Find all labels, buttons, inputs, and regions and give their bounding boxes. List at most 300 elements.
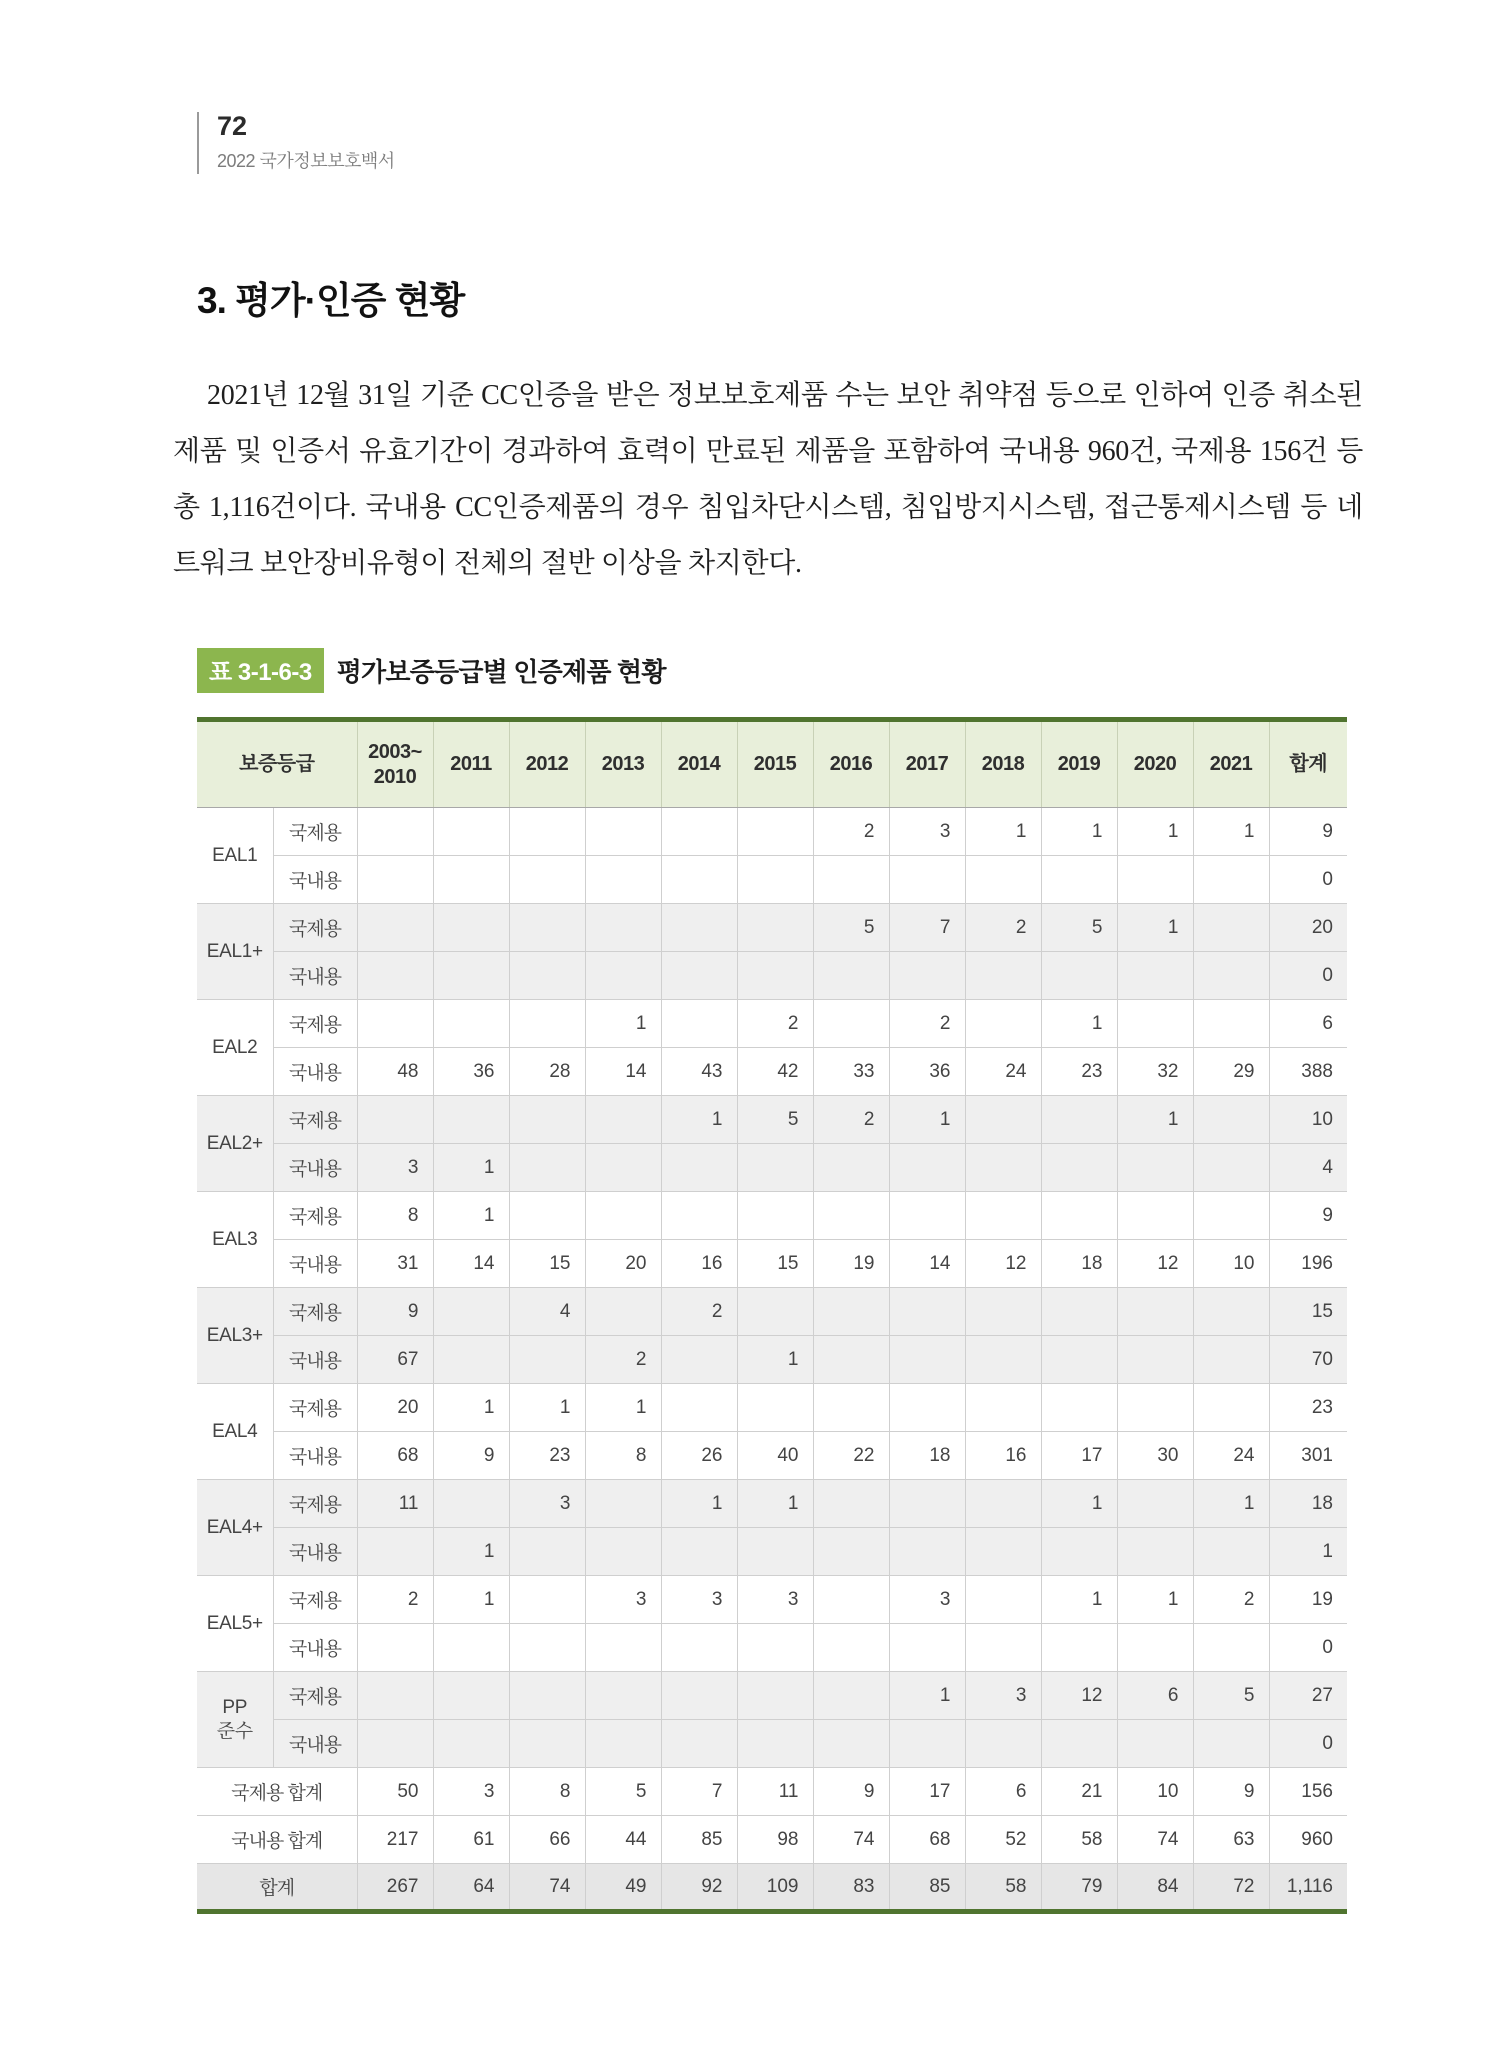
value-cell [737, 952, 813, 1000]
value-cell [585, 1096, 661, 1144]
value-cell: 67 [357, 1336, 433, 1384]
value-cell [889, 1624, 965, 1672]
value-cell [357, 856, 433, 904]
assurance-level-label: EAL4 [197, 1384, 273, 1480]
value-cell: 3 [737, 1576, 813, 1624]
value-cell: 29 [1193, 1048, 1269, 1096]
value-cell [889, 952, 965, 1000]
header-cell: 2018 [965, 720, 1041, 808]
row-total-cell: 27 [1269, 1672, 1347, 1720]
summary-value-cell: 63 [1193, 1816, 1269, 1864]
value-cell [813, 1192, 889, 1240]
value-cell [1117, 952, 1193, 1000]
summary-value-cell: 52 [965, 1816, 1041, 1864]
value-cell [433, 1624, 509, 1672]
header-rule [197, 112, 199, 174]
value-cell: 1 [509, 1384, 585, 1432]
header-cell: 2021 [1193, 720, 1269, 808]
value-cell: 2 [965, 904, 1041, 952]
value-cell [585, 1624, 661, 1672]
value-cell [661, 1000, 737, 1048]
summary-value-cell: 7 [661, 1768, 737, 1816]
summary-total-cell: 1,116 [1269, 1864, 1347, 1912]
row-total-cell: 4 [1269, 1144, 1347, 1192]
value-cell [433, 808, 509, 856]
usage-type-label: 국제용 [273, 1672, 357, 1720]
value-cell [813, 1288, 889, 1336]
table-row [197, 1192, 1347, 1240]
usage-type-label: 국제용 [273, 808, 357, 856]
row-total-cell: 301 [1269, 1432, 1347, 1480]
value-cell [965, 1576, 1041, 1624]
value-cell: 3 [889, 808, 965, 856]
summary-value-cell: 66 [509, 1816, 585, 1864]
value-cell [813, 1480, 889, 1528]
value-cell: 1 [1117, 904, 1193, 952]
summary-label: 합계 [197, 1864, 357, 1912]
header-cell: 2016 [813, 720, 889, 808]
value-cell [1193, 1096, 1269, 1144]
value-cell [433, 904, 509, 952]
value-cell [1193, 1192, 1269, 1240]
value-cell [1117, 1480, 1193, 1528]
usage-type-label: 국제용 [273, 1576, 357, 1624]
value-cell [889, 1720, 965, 1768]
value-cell: 4 [509, 1288, 585, 1336]
value-cell: 23 [1041, 1048, 1117, 1096]
summary-value-cell: 10 [1117, 1768, 1193, 1816]
value-cell: 3 [889, 1576, 965, 1624]
summary-value-cell: 85 [889, 1864, 965, 1912]
value-cell: 1 [1041, 1480, 1117, 1528]
value-cell [965, 1384, 1041, 1432]
value-cell: 1 [433, 1576, 509, 1624]
value-cell [737, 904, 813, 952]
value-cell [1193, 1144, 1269, 1192]
value-cell: 1 [433, 1528, 509, 1576]
summary-value-cell: 74 [1117, 1816, 1193, 1864]
table-row [197, 1384, 1347, 1432]
value-cell [737, 856, 813, 904]
row-total-cell: 9 [1269, 808, 1347, 856]
value-cell [357, 1624, 433, 1672]
value-cell [585, 1480, 661, 1528]
table-header [197, 720, 1347, 808]
value-cell [965, 1192, 1041, 1240]
page-header [197, 112, 1363, 174]
value-cell [889, 1528, 965, 1576]
value-cell [661, 1672, 737, 1720]
usage-type-label: 국제용 [273, 1000, 357, 1048]
value-cell [737, 1720, 813, 1768]
usage-type-label: 국제용 [273, 1480, 357, 1528]
value-cell [585, 808, 661, 856]
value-cell: 8 [357, 1192, 433, 1240]
table-row [197, 1096, 1347, 1144]
value-cell: 1 [661, 1480, 737, 1528]
header-cell: 보증등급 [197, 720, 357, 808]
value-cell: 1 [1041, 1000, 1117, 1048]
value-cell [509, 808, 585, 856]
value-cell [889, 1288, 965, 1336]
value-cell [661, 1144, 737, 1192]
value-cell: 40 [737, 1432, 813, 1480]
row-total-cell: 0 [1269, 952, 1347, 1000]
value-cell [585, 1528, 661, 1576]
summary-value-cell: 61 [433, 1816, 509, 1864]
value-cell [965, 856, 1041, 904]
value-cell: 3 [357, 1144, 433, 1192]
header-cell: 2017 [889, 720, 965, 808]
value-cell [585, 1720, 661, 1768]
value-cell [1041, 1624, 1117, 1672]
value-cell [813, 1384, 889, 1432]
value-cell: 10 [1193, 1240, 1269, 1288]
summary-value-cell: 217 [357, 1816, 433, 1864]
row-total-cell: 18 [1269, 1480, 1347, 1528]
usage-type-label: 국내용 [273, 1144, 357, 1192]
summary-value-cell: 64 [433, 1864, 509, 1912]
value-cell [433, 1096, 509, 1144]
value-cell [737, 1144, 813, 1192]
table-row [197, 856, 1347, 904]
value-cell [509, 1528, 585, 1576]
value-cell: 1 [661, 1096, 737, 1144]
table-row [197, 1144, 1347, 1192]
value-cell: 2 [889, 1000, 965, 1048]
value-cell: 9 [433, 1432, 509, 1480]
summary-label: 국제용 합계 [197, 1768, 357, 1816]
value-cell [509, 1672, 585, 1720]
value-cell: 1 [585, 1000, 661, 1048]
value-cell [357, 1720, 433, 1768]
value-cell [737, 1528, 813, 1576]
value-cell: 19 [813, 1240, 889, 1288]
value-cell [433, 1336, 509, 1384]
usage-type-label: 국제용 [273, 1096, 357, 1144]
table-row [197, 1672, 1347, 1720]
value-cell [813, 1528, 889, 1576]
usage-type-label: 국내용 [273, 952, 357, 1000]
usage-type-label: 국내용 [273, 1624, 357, 1672]
value-cell: 17 [1041, 1432, 1117, 1480]
value-cell [661, 1720, 737, 1768]
value-cell [1041, 856, 1117, 904]
value-cell [1041, 1096, 1117, 1144]
section-title: 3. 평가·인증 현황 [197, 280, 465, 321]
usage-type-label: 국제용 [273, 1384, 357, 1432]
summary-value-cell: 49 [585, 1864, 661, 1912]
summary-total-cell: 960 [1269, 1816, 1347, 1864]
value-cell: 20 [585, 1240, 661, 1288]
table-row [197, 1720, 1347, 1768]
row-total-cell: 0 [1269, 1720, 1347, 1768]
assurance-level-label: EAL1+ [197, 904, 273, 1000]
usage-type-label: 국제용 [273, 1288, 357, 1336]
value-cell [1041, 1528, 1117, 1576]
value-cell [1041, 1720, 1117, 1768]
value-cell [1193, 856, 1269, 904]
table-row [197, 952, 1347, 1000]
summary-value-cell: 44 [585, 1816, 661, 1864]
summary-value-cell: 9 [813, 1768, 889, 1816]
value-cell [661, 952, 737, 1000]
value-cell [1041, 952, 1117, 1000]
header-cell: 2014 [661, 720, 737, 808]
summary-value-cell: 9 [1193, 1768, 1269, 1816]
header-cell: 2013 [585, 720, 661, 808]
summary-value-cell: 68 [889, 1816, 965, 1864]
value-cell [433, 1288, 509, 1336]
value-cell [1117, 1624, 1193, 1672]
table-row [197, 1480, 1347, 1528]
summary-value-cell: 267 [357, 1864, 433, 1912]
value-cell: 1 [889, 1672, 965, 1720]
value-cell [509, 952, 585, 1000]
page-number: 72 [217, 111, 248, 141]
value-cell [965, 1096, 1041, 1144]
value-cell: 24 [965, 1048, 1041, 1096]
value-cell [357, 1672, 433, 1720]
summary-row [197, 1768, 1347, 1816]
assurance-level-label: EAL5+ [197, 1576, 273, 1672]
value-cell [509, 1096, 585, 1144]
value-cell: 42 [737, 1048, 813, 1096]
summary-value-cell: 85 [661, 1816, 737, 1864]
summary-total-cell: 156 [1269, 1768, 1347, 1816]
table-row [197, 1240, 1347, 1288]
value-cell [585, 1144, 661, 1192]
value-cell [661, 1384, 737, 1432]
value-cell: 1 [433, 1144, 509, 1192]
value-cell: 7 [889, 904, 965, 952]
value-cell [585, 1288, 661, 1336]
value-cell: 22 [813, 1432, 889, 1480]
value-cell [585, 952, 661, 1000]
value-cell [813, 856, 889, 904]
table-row [197, 808, 1347, 856]
value-cell: 3 [661, 1576, 737, 1624]
value-cell [509, 856, 585, 904]
value-cell [965, 1624, 1041, 1672]
header-cell: 2020 [1117, 720, 1193, 808]
summary-value-cell: 21 [1041, 1768, 1117, 1816]
row-total-cell: 10 [1269, 1096, 1347, 1144]
value-cell: 68 [357, 1432, 433, 1480]
value-cell [813, 952, 889, 1000]
summary-value-cell: 79 [1041, 1864, 1117, 1912]
value-cell: 18 [889, 1432, 965, 1480]
value-cell [889, 1144, 965, 1192]
summary-value-cell: 17 [889, 1768, 965, 1816]
header-cell: 2019 [1041, 720, 1117, 808]
row-total-cell: 388 [1269, 1048, 1347, 1096]
assurance-level-label: EAL3 [197, 1192, 273, 1288]
row-total-cell: 9 [1269, 1192, 1347, 1240]
usage-type-label: 국내용 [273, 1336, 357, 1384]
summary-value-cell: 3 [433, 1768, 509, 1816]
value-cell: 1 [1041, 1576, 1117, 1624]
value-cell [889, 1480, 965, 1528]
value-cell [509, 1576, 585, 1624]
value-cell [1117, 1192, 1193, 1240]
usage-type-label: 국내용 [273, 1720, 357, 1768]
value-cell [509, 904, 585, 952]
value-cell [433, 1672, 509, 1720]
value-cell [585, 904, 661, 952]
row-total-cell: 19 [1269, 1576, 1347, 1624]
value-cell: 48 [357, 1048, 433, 1096]
value-cell [965, 1336, 1041, 1384]
assurance-level-label: EAL2 [197, 1000, 273, 1096]
row-total-cell: 70 [1269, 1336, 1347, 1384]
summary-value-cell: 11 [737, 1768, 813, 1816]
value-cell [965, 1000, 1041, 1048]
table-row [197, 1336, 1347, 1384]
value-cell [1193, 904, 1269, 952]
value-cell: 28 [509, 1048, 585, 1096]
value-cell [889, 1192, 965, 1240]
value-cell: 1 [585, 1384, 661, 1432]
row-total-cell: 0 [1269, 1624, 1347, 1672]
value-cell [661, 856, 737, 904]
value-cell [813, 1144, 889, 1192]
usage-type-label: 국제용 [273, 1192, 357, 1240]
value-cell: 3 [509, 1480, 585, 1528]
value-cell: 1 [1117, 1096, 1193, 1144]
value-cell [585, 1672, 661, 1720]
value-cell [433, 856, 509, 904]
value-cell [1193, 1288, 1269, 1336]
value-cell: 14 [585, 1048, 661, 1096]
value-cell: 12 [1117, 1240, 1193, 1288]
value-cell [737, 1624, 813, 1672]
value-cell [889, 1384, 965, 1432]
value-cell: 15 [509, 1240, 585, 1288]
value-cell: 2 [1193, 1576, 1269, 1624]
value-cell [661, 904, 737, 952]
value-cell: 31 [357, 1240, 433, 1288]
value-cell: 23 [509, 1432, 585, 1480]
value-cell [1193, 1000, 1269, 1048]
summary-value-cell: 5 [585, 1768, 661, 1816]
header-cell: 2011 [433, 720, 509, 808]
value-cell [661, 808, 737, 856]
assurance-level-label: EAL3+ [197, 1288, 273, 1384]
value-cell [965, 1480, 1041, 1528]
value-cell [965, 1144, 1041, 1192]
value-cell [1041, 1192, 1117, 1240]
table-caption [197, 648, 1363, 693]
value-cell [433, 1720, 509, 1768]
value-cell [585, 856, 661, 904]
edition-title: 2022 국가정보보호백서 [217, 150, 395, 171]
value-cell [1117, 856, 1193, 904]
value-cell [1117, 1336, 1193, 1384]
table-row [197, 1432, 1347, 1480]
value-cell [661, 1192, 737, 1240]
value-cell [965, 1720, 1041, 1768]
page-header-text [217, 112, 395, 174]
value-cell [1117, 1384, 1193, 1432]
value-cell [1117, 1000, 1193, 1048]
summary-row [197, 1816, 1347, 1864]
body-paragraph: 2021년 12월 31일 기준 CC인증을 받은 정보보호제품 수는 보안 취약점 등으로 인하여 인증 취소된 제품 및 인증서 유효기간이 경과하여 효력이 만료된 제품을 포함하여 국내용 960건, 국제용 156건 등 총 1,116건이다. 국내용 CC인증제품의 경우 침입차단시스템, 침입방지시스템, 접근통제시스템 등 네트워크 보안장비유형이 전체의 절반 이상을 차지한다. [173, 380, 1363, 579]
summary-value-cell: 83 [813, 1864, 889, 1912]
value-cell: 32 [1117, 1048, 1193, 1096]
table-caption-text: 평가보증등급별 인증제품 현황 [336, 657, 666, 687]
value-cell [813, 1576, 889, 1624]
value-cell [813, 1672, 889, 1720]
table-row [197, 1288, 1347, 1336]
row-total-cell: 0 [1269, 856, 1347, 904]
table-row [197, 1000, 1347, 1048]
value-cell [1117, 1720, 1193, 1768]
summary-value-cell: 109 [737, 1864, 813, 1912]
value-cell [737, 1384, 813, 1432]
summary-value-cell: 72 [1193, 1864, 1269, 1912]
value-cell: 6 [1117, 1672, 1193, 1720]
summary-value-cell: 74 [813, 1816, 889, 1864]
value-cell: 1 [737, 1480, 813, 1528]
value-cell [661, 1336, 737, 1384]
value-cell [509, 1192, 585, 1240]
value-cell: 14 [889, 1240, 965, 1288]
assurance-level-label: PP 준수 [197, 1672, 273, 1768]
value-cell: 1 [965, 808, 1041, 856]
value-cell [509, 1144, 585, 1192]
value-cell: 2 [585, 1336, 661, 1384]
value-cell [1041, 1384, 1117, 1432]
value-cell [661, 1528, 737, 1576]
value-cell [1117, 1144, 1193, 1192]
value-cell: 2 [661, 1288, 737, 1336]
value-cell: 5 [1041, 904, 1117, 952]
summary-row [197, 1864, 1347, 1912]
value-cell [965, 1528, 1041, 1576]
value-cell: 1 [1193, 808, 1269, 856]
header-cell: 2012 [509, 720, 585, 808]
summary-value-cell: 84 [1117, 1864, 1193, 1912]
usage-type-label: 국내용 [273, 1528, 357, 1576]
value-cell: 5 [1193, 1672, 1269, 1720]
value-cell [737, 1672, 813, 1720]
usage-type-label: 국내용 [273, 856, 357, 904]
header-cell: 2015 [737, 720, 813, 808]
value-cell [1117, 1528, 1193, 1576]
value-cell [1193, 1384, 1269, 1432]
value-cell [813, 1624, 889, 1672]
value-cell [889, 856, 965, 904]
assurance-level-label: EAL1 [197, 808, 273, 904]
value-cell: 11 [357, 1480, 433, 1528]
value-cell [357, 952, 433, 1000]
usage-type-label: 국내용 [273, 1240, 357, 1288]
value-cell: 16 [661, 1240, 737, 1288]
summary-value-cell: 8 [509, 1768, 585, 1816]
value-cell: 1 [1117, 1576, 1193, 1624]
table-number-badge: 표 3-1-6-3 [197, 648, 324, 693]
value-cell: 1 [737, 1336, 813, 1384]
value-cell [509, 1720, 585, 1768]
value-cell [965, 1288, 1041, 1336]
value-cell [1041, 1288, 1117, 1336]
value-cell [1117, 1288, 1193, 1336]
value-cell [1041, 1144, 1117, 1192]
value-cell: 18 [1041, 1240, 1117, 1288]
summary-value-cell: 50 [357, 1768, 433, 1816]
value-cell [965, 952, 1041, 1000]
